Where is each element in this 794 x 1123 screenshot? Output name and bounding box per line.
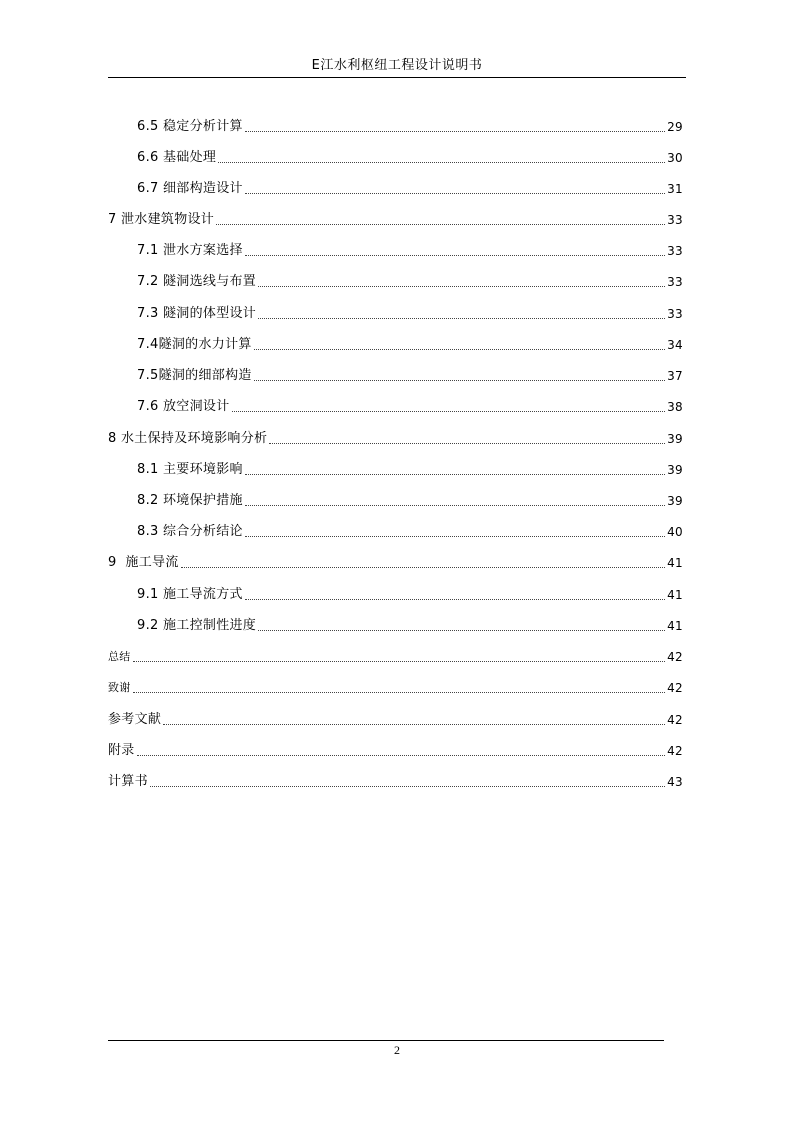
toc-entry-page: 41 xyxy=(667,619,683,633)
toc-dot-leader xyxy=(232,411,666,412)
toc-entry-label: 6.7 细部构造设计 xyxy=(137,181,243,196)
toc-entry-page: 39 xyxy=(667,432,683,446)
toc-entry-page: 30 xyxy=(667,151,683,165)
toc-entry-label: 8 水土保持及环境影响分析 xyxy=(108,431,268,446)
toc-entry-label: 7.6 放空洞设计 xyxy=(137,399,230,414)
toc-entry-label: 8.3 综合分析结论 xyxy=(137,524,243,539)
toc-dot-leader xyxy=(245,131,665,132)
toc-dot-leader xyxy=(245,255,665,256)
toc-dot-leader xyxy=(218,162,665,163)
toc-entry-page: 33 xyxy=(667,275,683,289)
toc-entry-label: 7.5隧洞的细部构造 xyxy=(137,368,252,383)
toc-dot-leader xyxy=(133,692,666,693)
toc-entry-page: 42 xyxy=(667,713,683,727)
toc-entry[interactable] xyxy=(108,741,683,759)
toc-entry[interactable] xyxy=(108,772,683,790)
toc-entry[interactable] xyxy=(108,553,683,571)
toc-entry-label: 9.1 施工导流方式 xyxy=(137,587,243,602)
toc-entry-page: 42 xyxy=(667,681,683,695)
toc-entry-page: 33 xyxy=(667,307,683,321)
toc-entry[interactable] xyxy=(108,616,683,634)
toc-dot-leader xyxy=(245,599,665,600)
toc-entry[interactable] xyxy=(108,522,683,540)
toc-entry-page: 33 xyxy=(667,244,683,258)
toc-entry-page: 41 xyxy=(667,588,683,602)
toc-entry[interactable] xyxy=(108,710,683,728)
toc-entry-label: 6.6 基础处理 xyxy=(137,150,217,165)
toc-entry-label: 附录 xyxy=(108,743,135,758)
toc-entry-page: 41 xyxy=(667,556,683,570)
toc-dot-leader xyxy=(245,474,665,475)
toc-entry-label: 7 泄水建筑物设计 xyxy=(108,212,215,227)
toc-entry-page: 33 xyxy=(667,213,683,227)
toc-dot-leader xyxy=(150,786,665,787)
toc-entry-label: 计算书 xyxy=(108,774,148,789)
toc-dot-leader xyxy=(216,224,665,225)
toc-dot-leader xyxy=(137,755,666,756)
toc-entry-page: 42 xyxy=(667,650,683,664)
toc-entry-label: 7.2 隧洞选线与布置 xyxy=(137,274,257,289)
toc-entry-page: 39 xyxy=(667,494,683,508)
toc-entry[interactable] xyxy=(108,678,683,696)
toc-entry[interactable] xyxy=(108,397,683,415)
toc-dot-leader xyxy=(258,286,665,287)
toc-dot-leader xyxy=(133,661,666,662)
toc-entry-label: 7.1 泄水方案选择 xyxy=(137,243,243,258)
toc-dot-leader xyxy=(258,318,665,319)
toc-dot-leader xyxy=(181,567,665,568)
toc-entry-page: 37 xyxy=(667,369,683,383)
toc-entry-label: 7.4隧洞的水力计算 xyxy=(137,337,252,352)
toc-entry-label: 8.2 环境保护措施 xyxy=(137,493,243,508)
toc-entry-page: 38 xyxy=(667,400,683,414)
footer-divider xyxy=(108,1040,664,1041)
toc-dot-leader xyxy=(258,630,665,631)
toc-entry-label: 致谢 xyxy=(108,681,131,694)
document-header-title: E江水利枢纽工程设计说明书 xyxy=(311,58,483,73)
toc-dot-leader xyxy=(245,536,665,537)
toc-entry-page: 34 xyxy=(667,338,683,352)
toc-entry-page: 31 xyxy=(667,182,683,196)
toc-entry[interactable] xyxy=(108,491,683,509)
toc-entry[interactable] xyxy=(108,460,683,478)
toc-entry[interactable] xyxy=(108,179,683,197)
toc-dot-leader xyxy=(245,193,665,194)
toc-entry[interactable] xyxy=(108,272,683,290)
toc-entry-label: 6.5 稳定分析计算 xyxy=(137,119,243,134)
toc-entry[interactable] xyxy=(108,366,683,384)
toc-entry[interactable] xyxy=(108,241,683,259)
toc-entry-label: 参考文献 xyxy=(108,712,162,727)
toc-dot-leader xyxy=(269,443,665,444)
toc-entry-label: 7.3 隧洞的体型设计 xyxy=(137,306,257,321)
toc-dot-leader xyxy=(254,349,665,350)
toc-dot-leader xyxy=(245,505,665,506)
toc-entry[interactable] xyxy=(108,210,683,228)
toc-entry-page: 39 xyxy=(667,463,683,477)
toc-entry-label: 9 施工导流 xyxy=(108,555,179,570)
toc-entry-page: 43 xyxy=(667,775,683,789)
toc-entry[interactable] xyxy=(108,585,683,603)
toc-dot-leader xyxy=(254,380,665,381)
toc-entry-label: 总结 xyxy=(108,650,131,663)
toc-dot-leader xyxy=(163,724,665,725)
toc-entry-page: 29 xyxy=(667,120,683,134)
toc-entry[interactable] xyxy=(108,117,683,135)
toc-entry[interactable] xyxy=(108,304,683,322)
toc-entry-page: 40 xyxy=(667,525,683,539)
toc-entry[interactable] xyxy=(108,647,683,665)
toc-entry[interactable] xyxy=(108,335,683,353)
page-number: 2 xyxy=(394,1043,400,1057)
toc-entry-label: 9.2 施工控制性进度 xyxy=(137,618,257,633)
toc-entry[interactable] xyxy=(108,429,683,447)
toc-entry[interactable] xyxy=(108,148,683,166)
toc-entry-label: 8.1 主要环境影响 xyxy=(137,462,243,477)
toc-entry-page: 42 xyxy=(667,744,683,758)
